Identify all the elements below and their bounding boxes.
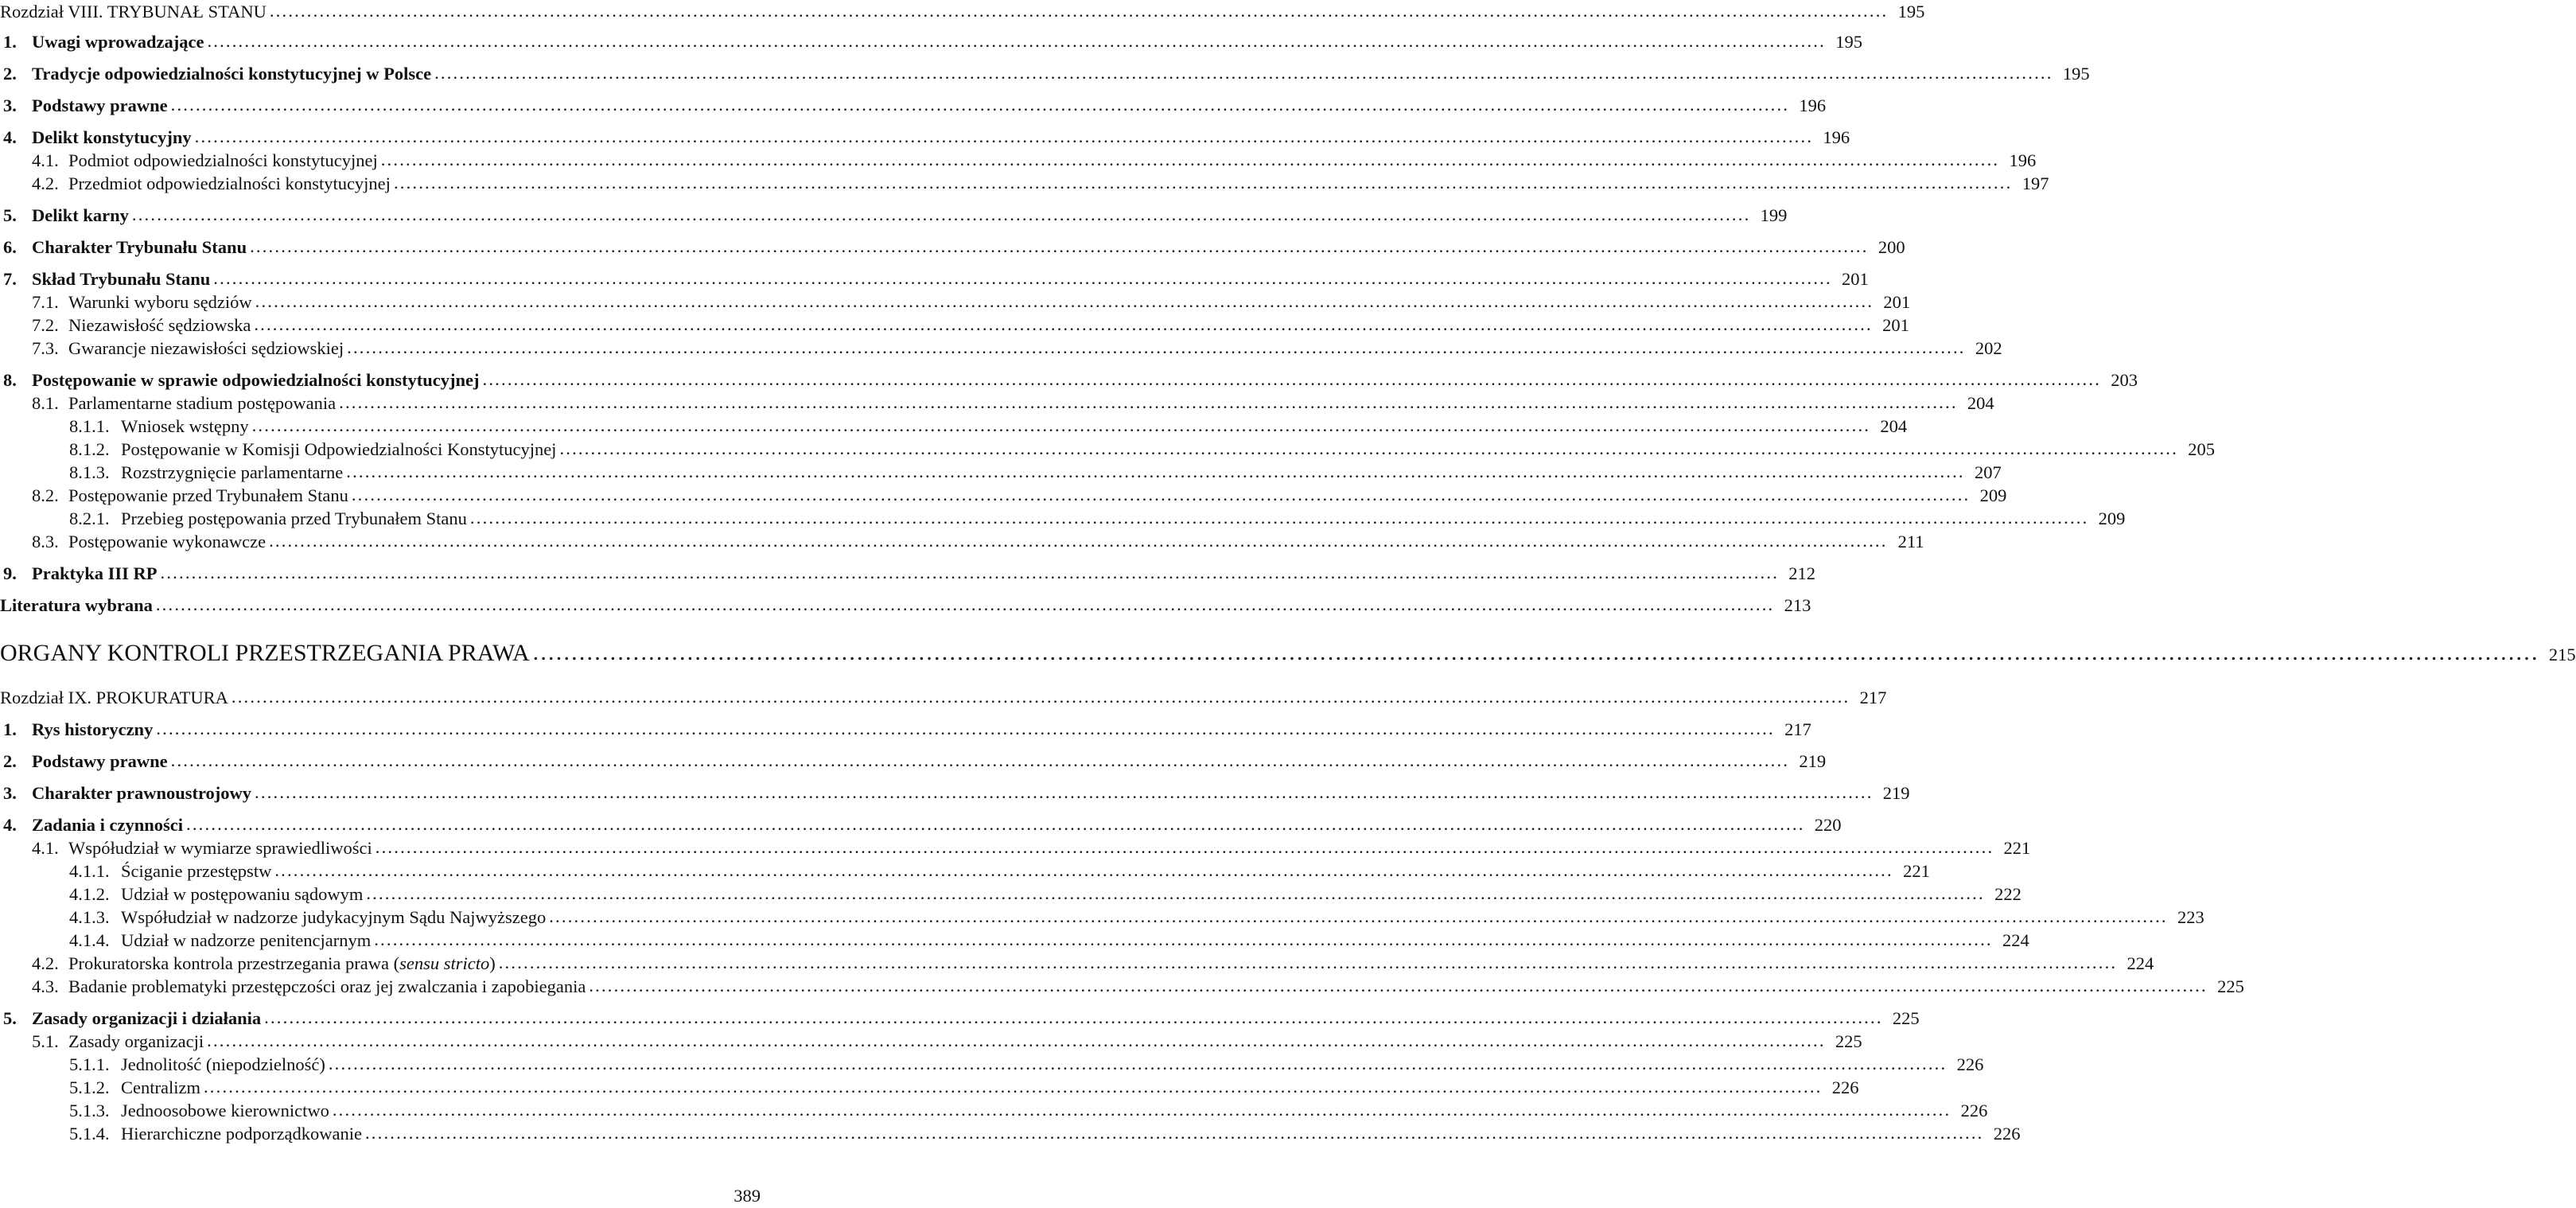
toc-entry-page: 211 <box>1897 532 1924 551</box>
toc-entry-number: 4.1.1. <box>69 861 110 881</box>
toc-entry-page: 201 <box>1883 292 1911 312</box>
toc-entry-title: Niezawisłość sędziowska <box>68 315 251 335</box>
toc-leader-dots: .................................................................................................................................................................................................................................................................... <box>375 837 1994 857</box>
toc-entry <box>0 718 1811 742</box>
toc-entry-number: 7.1. <box>32 292 59 312</box>
toc-entry-number: 7.3. <box>32 338 59 358</box>
toc-entry-number: 1. <box>3 32 17 52</box>
toc-entry-number: 4.1. <box>32 150 59 170</box>
toc-entry <box>0 1099 1988 1123</box>
toc-entry <box>0 562 1816 586</box>
toc-entry-page: 221 <box>2003 838 2031 858</box>
toc-entry-title: Delikt karny <box>32 205 129 225</box>
toc-entry-page: 219 <box>1882 783 1910 803</box>
toc-entry <box>0 975 2244 999</box>
toc-entry-page: 215 <box>2548 645 2576 664</box>
toc-entry-title: Zadania i czynności <box>32 815 184 835</box>
toc-entry-title: Wniosek wstępny <box>121 416 249 436</box>
toc-leader-dots: .................................................................................................................................................................................................................................................................... <box>274 860 1893 880</box>
toc-entry-page: 209 <box>2098 509 2126 528</box>
toc-entry-page: 195 <box>1897 2 1925 21</box>
toc-entry-title: Przebieg postępowania przed Trybunałem Stanu <box>121 509 467 528</box>
toc-leader-dots: .................................................................................................................................................................................................................................................................... <box>328 1054 1948 1074</box>
toc-entry-title: Postępowanie przed Trybunałem Stanu <box>68 485 348 505</box>
toc-entry-title: Rys historyczny <box>32 719 154 739</box>
toc-entry-number: 4.1.3. <box>69 907 110 927</box>
toc-entry-page: 224 <box>2127 953 2154 973</box>
toc-entry-number: 8.3. <box>32 532 59 551</box>
toc-entry-title: Hierarchiczne podporządkowanie <box>121 1124 362 1144</box>
toc-leader-dots: .................................................................................................................................................................................................................................................................... <box>170 750 1790 770</box>
toc-leader-dots: .................................................................................................................................................................................................................................................................... <box>347 337 1966 357</box>
toc-entry-number: 8.1.3. <box>69 462 110 482</box>
toc-entry-page: 219 <box>1799 751 1827 771</box>
toc-entry-number: 1. <box>3 719 17 739</box>
toc-entry <box>0 461 2002 485</box>
toc-entry <box>0 0 1925 24</box>
toc-entry <box>0 438 2215 462</box>
toc-entry-title: Postępowanie wykonawcze <box>68 532 267 551</box>
toc-entry-title: Zasady organizacji <box>68 1031 204 1051</box>
toc-entry-page: 205 <box>2188 439 2215 459</box>
toc-leader-dots: .................................................................................................................................................................................................................................................................... <box>131 205 1751 224</box>
toc-leader-dots: .................................................................................................................................................................................................................................................................... <box>482 369 2102 389</box>
toc-entry-page: 212 <box>1788 563 1816 583</box>
toc-leader-dots: .................................................................................................................................................................................................................................................................... <box>549 906 2168 926</box>
toc-leader-dots: .................................................................................................................................................................................................................................................................... <box>269 531 1888 551</box>
toc-entry <box>0 1030 1862 1054</box>
toc-entry-page: 196 <box>1823 127 1850 147</box>
toc-entry-title: Warunki wyboru sędziów <box>68 292 252 312</box>
toc-entry-title: Współudział w nadzorze judykacyjnym Sądu Najwyższego <box>121 907 547 927</box>
toc-entry-number: 3. <box>3 783 17 803</box>
toc-leader-dots: .................................................................................................................................................................................................................................................................... <box>207 31 1826 51</box>
toc-leader-dots: .................................................................................................................................................................................................................................................................... <box>255 291 1874 311</box>
toc-entry-page: 226 <box>1956 1054 1984 1074</box>
toc-entry-page: 196 <box>1799 95 1827 115</box>
toc-entry <box>0 836 2031 860</box>
toc-entry-page: 220 <box>1814 815 1842 835</box>
toc-entry <box>0 813 1842 837</box>
toc-leader-dots: .................................................................................................................................................................................................................................................................... <box>351 485 1971 505</box>
toc-entry-page: 213 <box>1784 595 1811 615</box>
toc-entry-page: 226 <box>1831 1077 1859 1097</box>
toc-entry-page: 201 <box>1842 269 1869 289</box>
toc-entry-number: 4.2. <box>32 953 59 973</box>
toc-entry-title: Charakter prawnoustrojowy <box>32 783 252 803</box>
toc-entry-title: ORGANY KONTROLI PRZESTRZEGANIA PRAWA <box>0 640 530 666</box>
toc-leader-dots: .................................................................................................................................................................................................................................................................... <box>532 639 2539 665</box>
toc-entry-number: 7. <box>3 269 17 289</box>
toc-entry-title: Zasady organizacji i działania <box>32 1008 262 1028</box>
toc-entry-number: 8.2. <box>32 485 59 505</box>
toc-entry-page: 217 <box>1784 719 1811 739</box>
toc-entry-page: 209 <box>1979 485 2007 505</box>
toc-entry <box>0 906 2204 929</box>
toc-entry-page: 203 <box>2111 370 2138 390</box>
toc-entry-number: 2. <box>3 64 17 84</box>
toc-leader-dots: .................................................................................................................................................................................................................................................................... <box>203 1077 1823 1097</box>
toc-entry-title: Rozdział VIII. TRYBUNAŁ STANU <box>0 2 267 21</box>
toc-entry <box>0 781 1910 805</box>
toc-entry-page: 199 <box>1760 205 1788 225</box>
toc-entry-title: Literatura wybrana <box>0 595 153 615</box>
toc-leader-dots: .................................................................................................................................................................................................................................................................... <box>332 1100 1951 1120</box>
toc-entry-number: 2. <box>3 751 17 771</box>
toc-entry-page: 223 <box>2177 907 2204 927</box>
toc-entry-title: Współudział w wymiarze sprawiedliwości <box>68 838 372 858</box>
toc-entry <box>0 337 2002 360</box>
toc-entry-title: Postępowanie w sprawie odpowiedzialności konstytucyjnej <box>32 370 480 390</box>
toc-entry <box>0 686 1887 710</box>
toc-entry-number: 4.1.2. <box>69 884 110 904</box>
toc-leader-dots: .................................................................................................................................................................................................................................................................... <box>264 1007 1883 1027</box>
toc-entry-page: 202 <box>1975 338 2002 358</box>
toc-entry-title: Rozstrzygnięcie parlamentarne <box>121 462 344 482</box>
toc-entry-title: Uwagi wprowadzające <box>32 32 204 52</box>
toc-leader-dots: .................................................................................................................................................................................................................................................................... <box>156 719 1775 738</box>
toc-entry <box>0 1076 1859 1100</box>
toc-entry-page: 217 <box>1859 688 1887 707</box>
toc-entry-page: 195 <box>1835 32 1862 52</box>
toc-entry-title: Ściganie przestępstw <box>121 861 272 881</box>
toc-entry-number: 5.1.3. <box>69 1101 110 1120</box>
toc-entry-page: 204 <box>1880 416 1908 436</box>
toc-entry-number: 4.2. <box>32 173 59 193</box>
toc-leader-dots: .................................................................................................................................................................................................................................................................... <box>380 150 2000 170</box>
toc-entry-number: 5.1.4. <box>69 1124 110 1144</box>
toc-entry-title: Prokuratorska kontrola przestrzegania prawa (sensu stricto) <box>68 953 496 973</box>
toc-entry <box>0 952 2154 976</box>
toc-entry-number: 9. <box>3 563 17 583</box>
toc-entry <box>0 267 1869 291</box>
toc-entry-title: Podmiot odpowiedzialności konstytucyjnej <box>68 150 378 170</box>
toc-leader-dots: .................................................................................................................................................................................................................................................................... <box>194 127 1814 146</box>
toc-leader-dots: .................................................................................................................................................................................................................................................................... <box>255 782 1874 802</box>
toc-entry-number: 3. <box>3 95 17 115</box>
toc-entry <box>0 30 1862 54</box>
toc-entry <box>0 1053 1984 1077</box>
toc-entry-page: 201 <box>1882 315 1909 335</box>
toc-entry-page: 204 <box>1967 393 1994 413</box>
toc-entry-page: 226 <box>1960 1101 1988 1120</box>
toc-leader-dots: .................................................................................................................................................................................................................................................................... <box>364 1123 1984 1143</box>
toc-entry <box>0 594 1811 618</box>
toc-entry <box>0 172 2049 196</box>
toc-leader-dots: .................................................................................................................................................................................................................................................................... <box>213 268 1832 288</box>
toc-entry <box>0 883 2021 906</box>
toc-entry <box>0 149 2037 173</box>
toc-leader-dots: .................................................................................................................................................................................................................................................................... <box>434 63 2053 83</box>
toc-leader-dots: .................................................................................................................................................................................................................................................................... <box>498 953 2118 972</box>
toc-entry-number: 5.1.1. <box>69 1054 110 1074</box>
toc-leader-dots: .................................................................................................................................................................................................................................................................... <box>559 438 2178 458</box>
toc-entry-number: 8.1.2. <box>69 439 110 459</box>
toc-leader-dots: .................................................................................................................................................................................................................................................................... <box>346 462 1965 481</box>
toc-entry <box>0 94 1827 118</box>
toc-entry-title: Jednolitość (niepodzielność) <box>121 1054 325 1074</box>
toc-leader-dots: .................................................................................................................................................................................................................................................................... <box>374 929 1993 949</box>
toc-leader-dots: .................................................................................................................................................................................................................................................................... <box>207 1031 1826 1050</box>
toc-leader-dots: .................................................................................................................................................................................................................................................................... <box>186 814 1805 834</box>
toc-entry-title: Charakter Trybunału Stanu <box>32 237 247 257</box>
toc-entry-title: Gwarancje niezawisłości sędziowskiej <box>68 338 344 358</box>
toc-entry <box>0 62 2090 86</box>
toc-entry-title: Centralizm <box>121 1077 200 1097</box>
toc-entry <box>0 929 2029 953</box>
toc-entry-title: Podstawy prawne <box>32 751 168 771</box>
toc-leader-dots: .................................................................................................................................................................................................................................................................... <box>250 236 1869 256</box>
toc-leader-dots: .................................................................................................................................................................................................................................................................... <box>393 173 2013 193</box>
toc-entry-page: 225 <box>2217 976 2244 996</box>
toc-entry-number: 4.3. <box>32 976 59 996</box>
toc-entry-number: 4. <box>3 815 17 835</box>
toc-entry-page: 221 <box>1903 861 1930 881</box>
toc-leader-dots: .................................................................................................................................................................................................................................................................... <box>339 392 1958 412</box>
toc-entry <box>0 639 2576 666</box>
toc-entry-number: 7.2. <box>32 315 59 335</box>
toc-entry-page: 196 <box>2009 150 2037 170</box>
toc-leader-dots: .................................................................................................................................................................................................................................................................... <box>160 563 1780 583</box>
toc-entry-number: 5.1. <box>32 1031 59 1051</box>
toc-entry-page: 195 <box>2062 64 2090 84</box>
toc-entry <box>0 530 1924 554</box>
toc-entry-page: 226 <box>1993 1124 2021 1144</box>
toc-entry-page: 225 <box>1892 1008 1920 1028</box>
toc-entry <box>0 126 1850 150</box>
toc-entry-title: Rozdział IX. PROKURATURA <box>0 688 228 707</box>
toc-entry-number: 8.2.1. <box>69 509 110 528</box>
toc-entry-title: Skład Trybunału Stanu <box>32 269 211 289</box>
toc-leader-dots: .................................................................................................................................................................................................................................................................... <box>589 976 2208 996</box>
toc-leader-dots: .................................................................................................................................................................................................................................................................... <box>366 883 1985 903</box>
toc-entry <box>0 1007 1920 1031</box>
toc-entry-number: 8.1. <box>32 393 59 413</box>
toc-entry <box>0 368 2138 392</box>
toc-entry-title: Przedmiot odpowiedzialności konstytucyjnej <box>68 173 391 193</box>
toc-entry <box>0 859 1930 883</box>
toc-entry <box>0 314 1909 337</box>
toc-entry-page: 207 <box>1975 462 2002 482</box>
toc-leader-dots: .................................................................................................................................................................................................................................................................... <box>254 314 1873 334</box>
toc-entry-title: Podstawy prawne <box>32 95 168 115</box>
toc-entry-page: 200 <box>1878 237 1905 257</box>
toc-entry <box>0 204 1788 228</box>
toc-entry <box>0 750 1827 774</box>
toc-entry-page: 224 <box>2002 930 2029 950</box>
toc-leader-dots: .................................................................................................................................................................................................................................................................... <box>155 594 1775 614</box>
toc-entry-title: Praktyka III RP <box>32 563 158 583</box>
toc-entry-title: Delikt konstytucyjny <box>32 127 192 147</box>
toc-leader-dots: .................................................................................................................................................................................................................................................................... <box>231 687 1850 707</box>
toc-entry-page: 197 <box>2021 173 2049 193</box>
toc-entry-title: Badanie problematyki przestępczości oraz jej zwalczania i zapobiegania <box>68 976 586 996</box>
toc-entry-number: 4.1. <box>32 838 59 858</box>
toc-entry-page: 225 <box>1835 1031 1862 1051</box>
toc-entry-page: 222 <box>1994 884 2021 904</box>
toc-entry <box>0 484 2007 508</box>
toc-entry-title: Parlamentarne stadium postępowania <box>68 393 337 413</box>
toc-entry <box>0 392 1994 415</box>
toc-entry-number: 5. <box>3 1008 17 1028</box>
toc-leader-dots: .................................................................................................................................................................................................................................................................... <box>170 95 1790 115</box>
page-number: 389 <box>733 1186 761 1206</box>
toc-entry-number: 4. <box>3 127 17 147</box>
toc-entry <box>0 507 2126 531</box>
toc-entry-number: 8. <box>3 370 17 390</box>
toc-entry <box>0 415 1908 438</box>
toc-entry-title: Udział w postępowaniu sądowym <box>121 884 364 904</box>
toc-entry-number: 6. <box>3 237 17 257</box>
toc-entry <box>0 290 1911 314</box>
toc-entry-number: 8.1.1. <box>69 416 110 436</box>
toc-leader-dots: .................................................................................................................................................................................................................................................................... <box>251 415 1871 435</box>
toc-entry-title: Jednoosobowe kierownictwo <box>121 1101 329 1120</box>
toc-entry <box>0 1122 2021 1146</box>
toc-entry-number: 4.1.4. <box>69 930 110 950</box>
toc-entry-number: 5. <box>3 205 17 225</box>
toc-entry <box>0 236 1905 259</box>
toc-entry-title: Tradycje odpowiedzialności konstytucyjnej w Polsce <box>32 64 432 84</box>
toc-leader-dots: .................................................................................................................................................................................................................................................................... <box>269 1 1889 21</box>
toc-entry-title: Postępowanie w Komisji Odpowiedzialności Konstytucyjnej <box>121 439 557 459</box>
toc-leader-dots: .................................................................................................................................................................................................................................................................... <box>469 508 2089 528</box>
toc-entry-title: Udział w nadzorze penitencjarnym <box>121 930 372 950</box>
toc-entry-number: 5.1.2. <box>69 1077 110 1097</box>
